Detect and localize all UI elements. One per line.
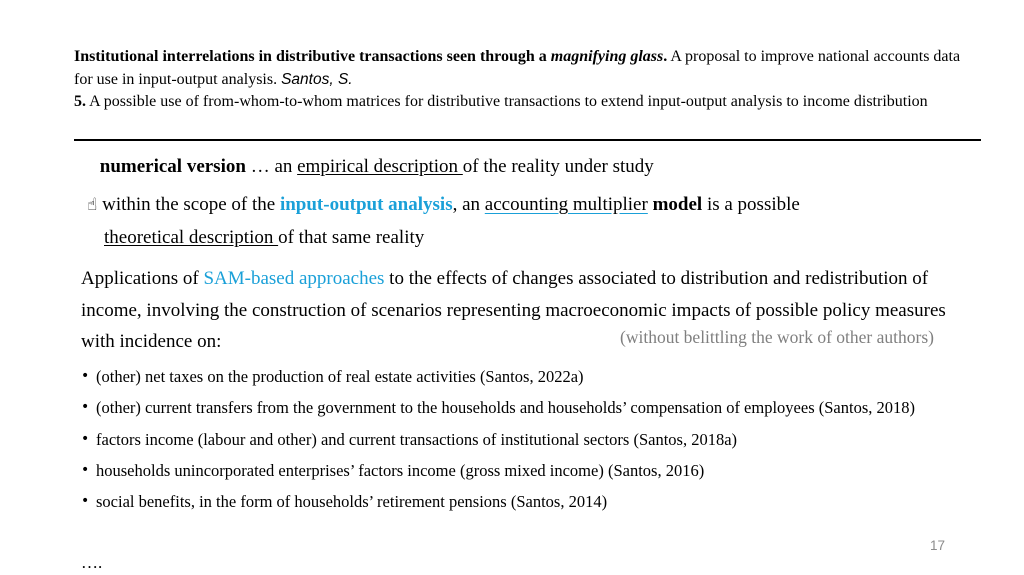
point2-line2-rest: of that same reality [278, 227, 425, 248]
point2-rest: is a possible [702, 194, 800, 215]
point2-pre: within the scope of the [97, 194, 280, 215]
bullet-dot: • [81, 431, 90, 447]
bullet-dot: • [81, 399, 90, 415]
bullet-dot: • [81, 368, 90, 384]
policy-measures-list [81, 364, 961, 514]
input-output-analysis-highlight: input-output analysis [279, 194, 453, 215]
pointing-hand-icon: ☝ [87, 195, 98, 215]
model-term: model [652, 194, 703, 215]
point-numerical-version [81, 155, 654, 179]
sam-approaches-highlight: SAM-based approaches [203, 268, 385, 289]
term-numerical-version: numerical version [99, 156, 246, 177]
section-number: 5. [74, 93, 86, 110]
list-item-text: (other) net taxes on the production of real estate activities (Santos, 2022a) [96, 367, 584, 386]
applications-pre: Applications of [81, 268, 204, 289]
page-number: 17 [930, 538, 946, 553]
point2-mid: , an [452, 194, 485, 215]
continuation-ellipsis: …. [81, 553, 103, 572]
point-accounting-model [87, 193, 800, 217]
list-item-text: households unincorporated enterprises’ factors income (gross mixed income) (Santos, 2016) [96, 461, 705, 480]
list-item [81, 364, 961, 389]
point-accounting-model-line2 [104, 226, 424, 250]
bullet-dot: • [81, 493, 90, 509]
empirical-description-text: empirical description [297, 156, 463, 177]
accounting-multiplier-text: accounting multiplier [484, 194, 648, 215]
header-title-period: . [663, 48, 668, 65]
section-title: A possible use of from-whom-to-whom matrices for distributive transactions to extend input-output analysis to income distribution [86, 93, 928, 110]
header-author: Santos, S. [281, 70, 353, 88]
applications-rest: to the effects of changes associated to distribution and redistribution of income, involving the construction of scenarios representing macroeconomic impacts of possible policy measures with incidence on: [81, 268, 946, 352]
list-item-text: (other) current transfers from the government to the households and households’ compensation of employees (Santos, 2018) [96, 398, 915, 417]
aside-note: (without belittling the work of other authors) [620, 327, 934, 347]
list-item [81, 395, 961, 420]
header-title-emphasis: magnifying glass [550, 48, 664, 65]
header-title: Institutional interrelations in distributive transactions seen through a [74, 48, 551, 65]
list-item-text: social benefits, in the form of households’ retirement pensions (Santos, 2014) [96, 492, 608, 511]
bullet-dot: • [81, 462, 90, 478]
list-item [81, 489, 961, 514]
list-item-text: factors income (labour and other) and current transactions of institutional sectors (Santos, 2018a) [96, 430, 738, 449]
point1-rest: of the reality under study [462, 156, 654, 177]
slide-header [74, 46, 974, 114]
theoretical-description-text: theoretical description [104, 227, 279, 248]
connector-text: … an [245, 156, 298, 177]
list-item [81, 427, 961, 452]
header-proposal: A proposal to improve national accounts data for use in input-output analysis. [74, 48, 961, 88]
list-item [81, 458, 961, 483]
header-divider [74, 139, 981, 141]
